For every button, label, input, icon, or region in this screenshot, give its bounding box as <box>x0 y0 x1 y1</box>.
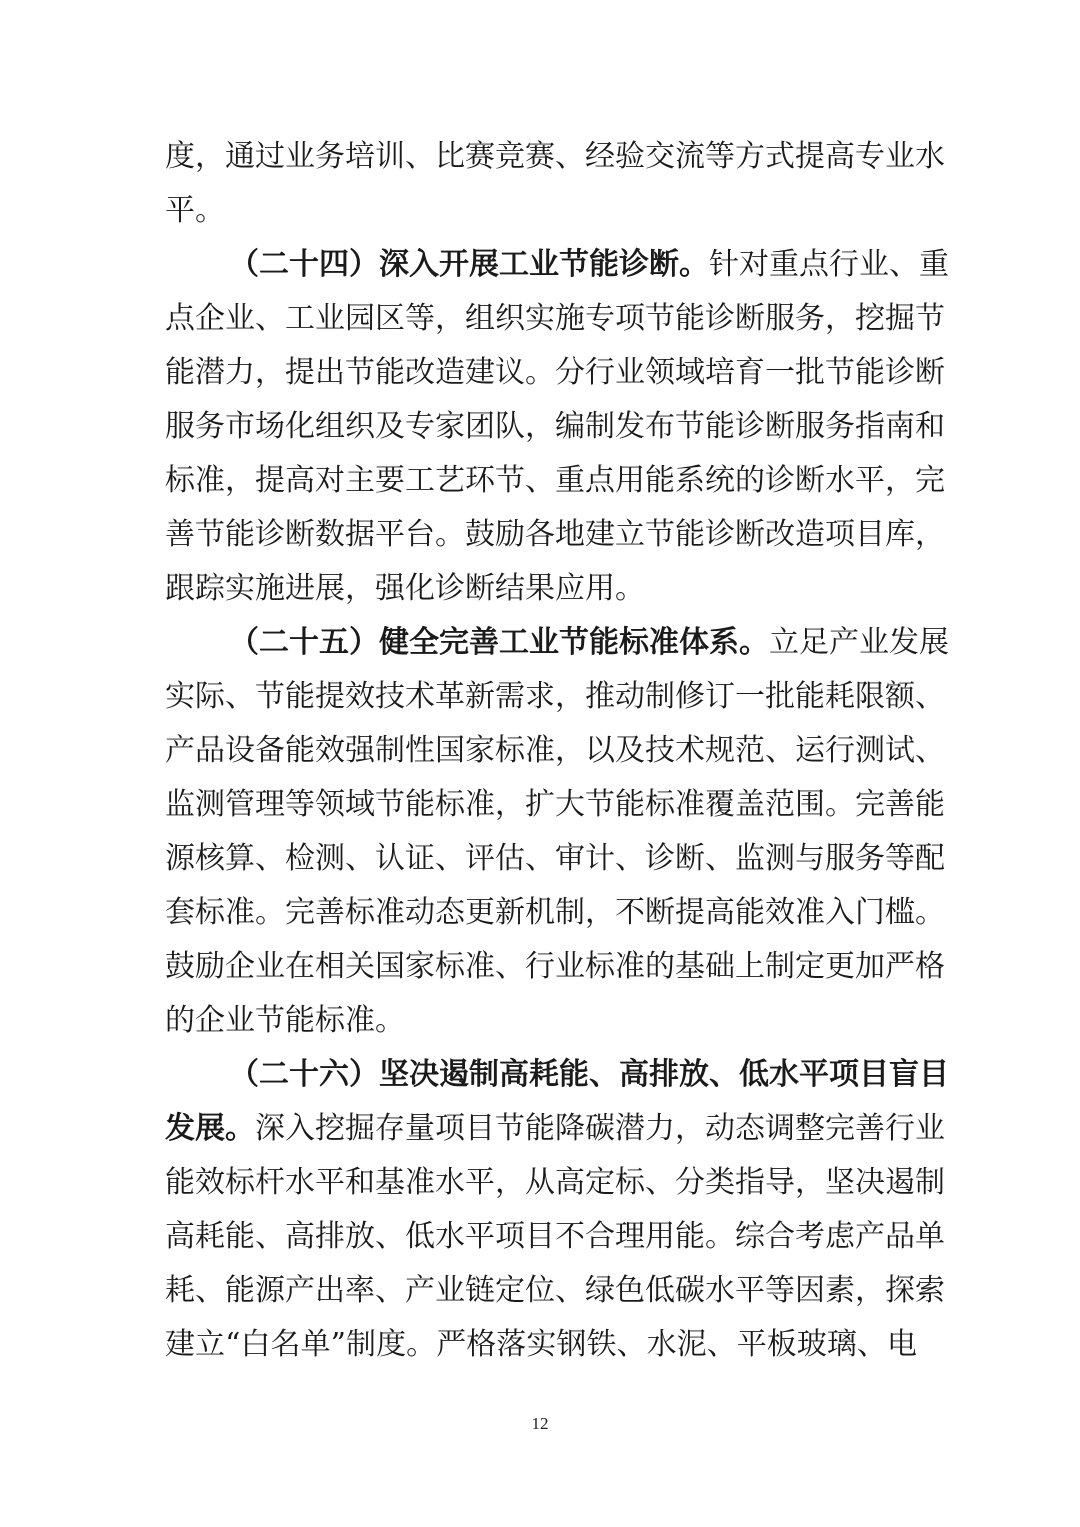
text-line <box>165 1264 945 1318</box>
text-line <box>165 940 945 994</box>
text-line <box>165 130 945 184</box>
section-heading: （二十六）坚决遏制高耗能、高排放、低水平项目盲目 <box>229 1057 949 1092</box>
text-line <box>165 454 945 508</box>
section-heading: 发展。 <box>165 1111 255 1146</box>
text-line <box>165 400 945 454</box>
text-line <box>165 724 945 778</box>
line-text: 点企业、工业园区等，组织实施专项节能诊断服务，挖掘节 <box>165 301 945 336</box>
text-line <box>165 562 917 616</box>
text-line <box>165 292 945 346</box>
paragraph-first-line <box>165 238 949 292</box>
line-text: 高耗能、高排放、低水平项目不合理用能。综合考虑产品单 <box>165 1219 945 1254</box>
text-line <box>165 778 945 832</box>
text-line <box>165 1318 917 1372</box>
text-line <box>165 1210 945 1264</box>
page-number: 12 <box>531 1414 549 1433</box>
line-text: 平。 <box>165 193 225 228</box>
section-heading: （二十五）健全完善工业节能标准体系。 <box>229 625 769 660</box>
line-text: 鼓励企业在相关国家标准、行业标准的基础上制定更加严格 <box>165 949 945 984</box>
text-line <box>165 508 945 562</box>
line-text: 源核算、检测、认证、评估、审计、诊断、监测与服务等配 <box>165 841 945 876</box>
line-text: 立足产业发展 <box>769 625 949 660</box>
text-line <box>165 670 945 724</box>
text-line <box>165 994 917 1048</box>
section-heading: （二十四）深入开展工业节能诊断。 <box>229 247 709 282</box>
text-line <box>165 886 945 940</box>
line-text: 实际、节能提效技术革新需求，推动制修订一批能耗限额、 <box>165 679 945 714</box>
line-text: 耗、能源产出率、产业链定位、绿色低碳水平等因素，探索 <box>165 1273 945 1308</box>
line-text: 能效标杆水平和基准水平，从高定标、分类指导，坚决遏制 <box>165 1165 945 1200</box>
line-text: 标准，提高对主要工艺环节、重点用能系统的诊断水平，完 <box>165 463 945 498</box>
line-text: 的企业节能标准。 <box>165 1003 405 1038</box>
line-text: 能潜力，提出节能改造建议。分行业领域培育一批节能诊断 <box>165 355 945 390</box>
line-text: 监测管理等领域节能标准，扩大节能标准覆盖范围。完善能 <box>165 787 945 822</box>
body-text <box>165 130 949 1372</box>
paragraph-first-line <box>165 1048 949 1102</box>
text-line <box>165 1156 945 1210</box>
line-text: 度，通过业务培训、比赛竞赛、经验交流等方式提高专业水 <box>165 139 945 174</box>
line-text: 针对重点行业、重 <box>709 247 949 282</box>
paragraph-first-line <box>165 616 949 670</box>
text-line <box>165 184 917 238</box>
line-text: 产品设备能效强制性国家标准，以及技术规范、运行测试、 <box>165 733 945 768</box>
text-line <box>165 832 945 886</box>
line-text: 建立“白名单”制度。严格落实钢铁、水泥、平板玻璃、电 <box>165 1327 917 1362</box>
line-text: 套标准。完善标准动态更新机制，不断提高能效准入门槛。 <box>165 895 945 930</box>
text-line <box>165 1102 945 1156</box>
line-text: 服务市场化组织及专家团队，编制发布节能诊断服务指南和 <box>165 409 945 444</box>
line-text: 跟踪实施进展，强化诊断结果应用。 <box>165 571 645 606</box>
line-text: 深入挖掘存量项目节能降碳潜力，动态调整完善行业 <box>255 1111 945 1146</box>
line-text: 善节能诊断数据平台。鼓励各地建立节能诊断改造项目库， <box>165 517 945 552</box>
text-line <box>165 346 945 400</box>
